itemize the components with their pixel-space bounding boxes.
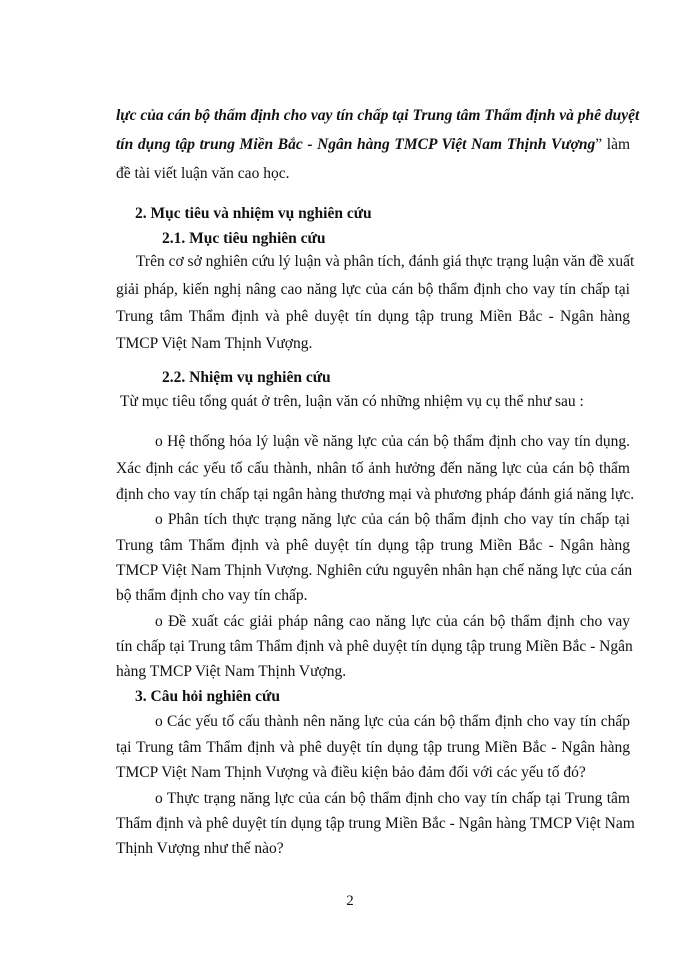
question-2-line-2: Thẩm định và phê duyệt tín dụng tập trung Miền Bắc - Ngân hàng TMCP Việt Nam	[116, 815, 635, 832]
task-1-line-3: định cho vay tín chấp tại ngân hàng thương mại và phương pháp đánh giá năng lực.	[116, 486, 635, 503]
section-2-heading: 2. Mục tiêu và nhiệm vụ nghiên cứu	[135, 205, 372, 222]
task-2-line-2: Trung tâm Thẩm định và phê duyệt tín dụng tập trung Miền Bắc - Ngân hàng	[116, 537, 630, 554]
section-2-1-heading: 2.1. Mục tiêu nghiên cứu	[162, 230, 326, 247]
task-2-line-1: o Phân tích thực trạng năng lực của cán bộ thẩm định cho vay tín chấp tại	[155, 511, 630, 528]
question-1-line-2: tại Trung tâm Thẩm định và phê duyệt tín dụng tập trung Miền Bắc - Ngân hàng	[116, 739, 630, 756]
section-2-2-heading: 2.2. Nhiệm vụ nghiên cứu	[162, 369, 331, 386]
task-1-line-2: Xác định các yếu tố cấu thành, nhân tố ảnh hưởng đến năng lực của cán bộ thẩm	[116, 460, 630, 477]
page-number: 2	[346, 893, 354, 909]
task-1-line-1: o Hệ thống hóa lý luận về năng lực của cán bộ thẩm định cho vay tín dụng.	[155, 433, 630, 450]
task-3-line-1: o Đề xuất các giải pháp nâng cao năng lực của cán bộ thẩm định cho vay	[155, 613, 630, 630]
objective-line-1: Trên cơ sở nghiên cứu lý luận và phân tích, đánh giá thực trạng luận văn đề xuất	[136, 253, 635, 270]
task-3-line-3: hàng TMCP Việt Nam Thịnh Vượng.	[116, 663, 347, 680]
intro-line-2-rest: ” làm	[595, 136, 631, 153]
intro-line-1: lực của cán bộ thẩm định cho vay tín chấp tại Trung tâm Thẩm định và phê duyệt	[116, 107, 640, 124]
section-3-heading: 3. Câu hỏi nghiên cứu	[135, 688, 280, 705]
objective-line-2: giải pháp, kiến nghị nâng cao năng lực của cán bộ thẩm định cho vay tín chấp tại	[116, 281, 630, 298]
question-2-line-1: o Thực trạng năng lực của cán bộ thẩm định cho vay tín chấp tại Trung tâm	[155, 790, 630, 807]
objective-line-4: TMCP Việt Nam Thịnh Vượng.	[116, 335, 313, 352]
question-2-line-3: Thịnh Vượng như thế nào?	[116, 840, 284, 857]
intro-line-2	[116, 135, 630, 155]
task-3-line-2: tín chấp tại Trung tâm Thẩm định và phê duyệt tín dụng tập trung Miền Bắc - Ngân	[116, 638, 633, 655]
question-1-line-3: TMCP Việt Nam Thịnh Vượng và điều kiện bảo đảm đối với các yếu tố đó?	[116, 764, 586, 781]
task-2-line-4: bộ thẩm định cho vay tín chấp.	[116, 587, 308, 604]
question-1-line-1: o Các yếu tố cấu thành nên năng lực của cán bộ thẩm định cho vay tín chấp	[155, 713, 630, 730]
intro-line-2-title: tín dụng tập trung Miền Bắc - Ngân hàng TMCP Việt Nam Thịnh Vượng	[116, 136, 596, 153]
task-2-line-3: TMCP Việt Nam Thịnh Vượng. Nghiên cứu nguyên nhân hạn chế năng lực của cán	[116, 562, 633, 579]
intro-line-3: đề tài viết luận văn cao học.	[116, 165, 290, 182]
objective-line-3: Trung tâm Thẩm định và phê duyệt tín dụng tập trung Miền Bắc - Ngân hàng	[116, 308, 630, 325]
tasks-intro: Từ mục tiêu tổng quát ở trên, luận văn có những nhiệm vụ cụ thể như sau :	[120, 393, 584, 410]
